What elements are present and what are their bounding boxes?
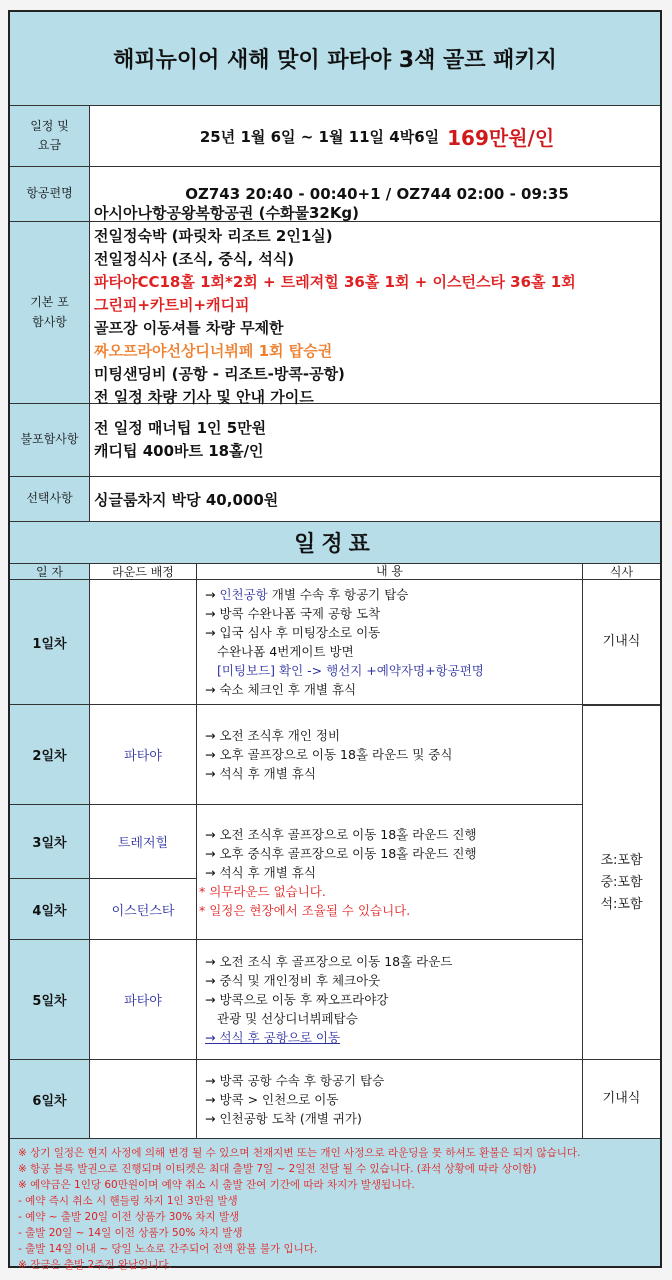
content-line: → 인천공항 도착 (개별 귀가) xyxy=(205,1110,362,1126)
content-line: → 오전 조식후 골프장으로 이동 18홀 라운드 진행 xyxy=(205,826,477,842)
meal: 기내식 xyxy=(602,1091,641,1106)
content-line: → 방콕 > 인천으로 이동 xyxy=(205,1091,339,1107)
content-line: → 중식 및 개인정비 후 체크아웃 xyxy=(205,973,381,988)
day-content xyxy=(197,1060,583,1138)
included-item: 전일정식사 (조식, 중식, 석식) xyxy=(94,250,295,268)
excluded-item: 캐디팁 400바트 18홀/인 xyxy=(94,442,264,460)
content-line: 관광 및 선상디너뷔페탑승 xyxy=(217,1011,358,1026)
note-line: ※ 상기 일정은 현지 사정에 의해 변경 될 수 있으며 천재지변 또는 개인 사정으로 라운딩을 못 하셔도 환불은 되지 않습니다. xyxy=(18,1147,581,1159)
day-label: 5일차 xyxy=(10,940,90,1059)
package-sheet xyxy=(8,10,662,1271)
content-line: → 입국 심사 후 미팅장소로 이동 xyxy=(205,625,381,640)
meal-days2-5 xyxy=(583,705,660,1060)
header-day: 일 자 xyxy=(10,564,90,579)
price: 169만원/인 xyxy=(447,125,555,150)
day-label: 2일차 xyxy=(10,705,90,804)
round-assignment: 이스턴스타 xyxy=(90,879,197,939)
excluded-row xyxy=(10,404,660,477)
included-label: 기본 포함사항 xyxy=(10,222,90,403)
schedule-title: 일정표 xyxy=(10,522,660,564)
content-line: → 숙소 체크인 후 개별 휴식 xyxy=(205,682,357,697)
note-line: ※ 예약금은 1인당 60만원이며 예약 취소 시 출발 잔여 기간에 따라 차지가 발생됩니다. xyxy=(18,1179,415,1191)
round-assignment xyxy=(90,580,197,704)
schedule-row-day6 xyxy=(10,1060,660,1139)
schedule-row-day2 xyxy=(10,705,660,805)
content-note: * 의무라운드 없습니다. xyxy=(199,883,326,899)
day-label: 1일차 xyxy=(10,580,90,704)
note-line: ※ 잔금은 출발 2주전 완납입니다. xyxy=(18,1259,172,1271)
day-content xyxy=(197,705,583,804)
content-line: → 방콕 공항 수속 후 항공기 탑승 xyxy=(205,1072,385,1088)
excluded-label: 불포함사항 xyxy=(10,404,90,476)
content-line: → 석식 후 공항으로 이동 xyxy=(205,1030,341,1045)
included-item: 아시아나항공왕복항공권 (수화물32Kg) xyxy=(94,204,360,222)
optional-row xyxy=(10,477,660,522)
content-line: → 오후 중식후 골프장으로 이동 18홀 라운드 진행 xyxy=(205,845,477,861)
content-line: → 석식 후 개별 휴식 xyxy=(205,864,316,880)
included-item: 그린피+카트비+캐디피 xyxy=(94,296,250,314)
meal-line: 석:포함 xyxy=(600,896,643,912)
day-label: 6일차 xyxy=(10,1060,90,1138)
meal-line: 중:포함 xyxy=(600,874,643,890)
notes-section xyxy=(10,1139,660,1271)
included-item: 미팅샌딩비 (공항 - 리조트-방콕-공항) xyxy=(94,365,345,383)
day-label: 4일차 xyxy=(10,879,90,939)
header-round: 라운드 배정 xyxy=(90,564,197,579)
schedule-row-day1 xyxy=(10,580,660,705)
day3-4-content xyxy=(197,805,583,940)
note-line: - 예약 ~ 출발 20일 이전 상품가 30% 차지 발생 xyxy=(18,1211,240,1223)
day-content xyxy=(197,580,583,704)
optional-label: 선택사항 xyxy=(10,477,90,521)
flight-label: 항공편명 xyxy=(10,167,90,221)
round-assignment: 파타야 xyxy=(90,705,197,804)
schedule-price-row xyxy=(10,106,660,167)
excluded-list xyxy=(90,404,660,476)
round-assignment xyxy=(90,1060,197,1138)
content-line: → 방콕으로 이동 후 짜오프라야강 xyxy=(205,992,389,1007)
included-item: 전 일정 차량 기사 및 안내 가이드 xyxy=(94,388,314,406)
header-meal: 식사 xyxy=(609,564,634,579)
package-title: 해피뉴이어 새해 맞이 파타야 3색 골프 패키지 xyxy=(10,12,660,106)
content-note: * 일정은 현장에서 조율될 수 있습니다. xyxy=(199,902,411,918)
content-line: → 오전 조식후 개인 정비 xyxy=(205,728,341,743)
content-line: → 방콕 수완나폼 국제 공항 도착 xyxy=(205,606,381,621)
note-line: - 출발 14일 이내 ~ 당일 노쇼로 간주되어 전액 환불 불가 입니다. xyxy=(18,1243,318,1255)
included-list xyxy=(90,204,660,406)
note-line: - 출발 20일 ~ 14일 이전 상품가 50% 차지 발생 xyxy=(18,1227,243,1239)
flight-value: OZ743 20:40 - 00:40+1 / OZ744 02:00 - 09:35 xyxy=(185,185,569,203)
meal-line: 조:포함 xyxy=(600,852,643,868)
schedule-price-label: 일정 및 요금 xyxy=(10,106,90,166)
header-content: 내 용 xyxy=(197,564,583,579)
included-row xyxy=(10,204,660,406)
content-line: → 오전 조식 후 골프장으로 이동 18홀 라운드 xyxy=(205,954,453,969)
round-assignment: 파타야 xyxy=(90,940,197,1059)
schedule-row-day5 xyxy=(10,940,660,1060)
content-line: → 석식 후 개별 휴식 xyxy=(205,766,316,781)
note-line: ※ 항공 블록 발권으로 진행되며 이티켓은 최대 출발 7일 ~ 2일전 전달 될 수 있습니다. (좌석 상황에 따라 상이함) xyxy=(18,1163,537,1175)
included-item: 골프장 이동셔틀 차량 무제한 xyxy=(94,319,284,337)
day-content xyxy=(197,940,583,1059)
content-line: → 오후 골프장으로 이동 18홀 라운드 및 중식 xyxy=(205,747,453,762)
schedule-header-row xyxy=(10,564,660,580)
content-line: → 인천공항 개별 수속 후 항공기 탑승 xyxy=(205,587,409,602)
content-line: 수완나폼 4번게이트 방면 xyxy=(217,644,354,659)
included-item: 짜오프라야선상디너뷔페 1회 탑승권 xyxy=(94,342,333,360)
note-line: - 예약 즉시 취소 시 핸들링 차지 1인 3만원 발생 xyxy=(18,1195,238,1207)
meal: 기내식 xyxy=(602,634,641,649)
included-item: 전일정숙박 (파릿차 리조트 2인1실) xyxy=(94,227,333,245)
day-label: 3일차 xyxy=(10,805,90,878)
schedule-dates: 25년 1월 6일 ~ 1월 11일 4박6일 xyxy=(199,127,440,146)
round-assignment: 트레저힐 xyxy=(90,805,197,878)
content-line: [미팅보드] 확인 -> 행선지 +예약자명+항공편명 xyxy=(217,663,484,678)
included-item: 파타야CC18홀 1회*2회 + 트레져힐 36홀 1회 + 이스턴스타 36홀 1회 xyxy=(94,273,576,291)
optional-value: 싱글룸차지 박당 40,000원 xyxy=(94,490,279,509)
schedule-price-value xyxy=(90,106,660,166)
excluded-item: 전 일정 매너팁 1인 5만원 xyxy=(94,419,267,437)
